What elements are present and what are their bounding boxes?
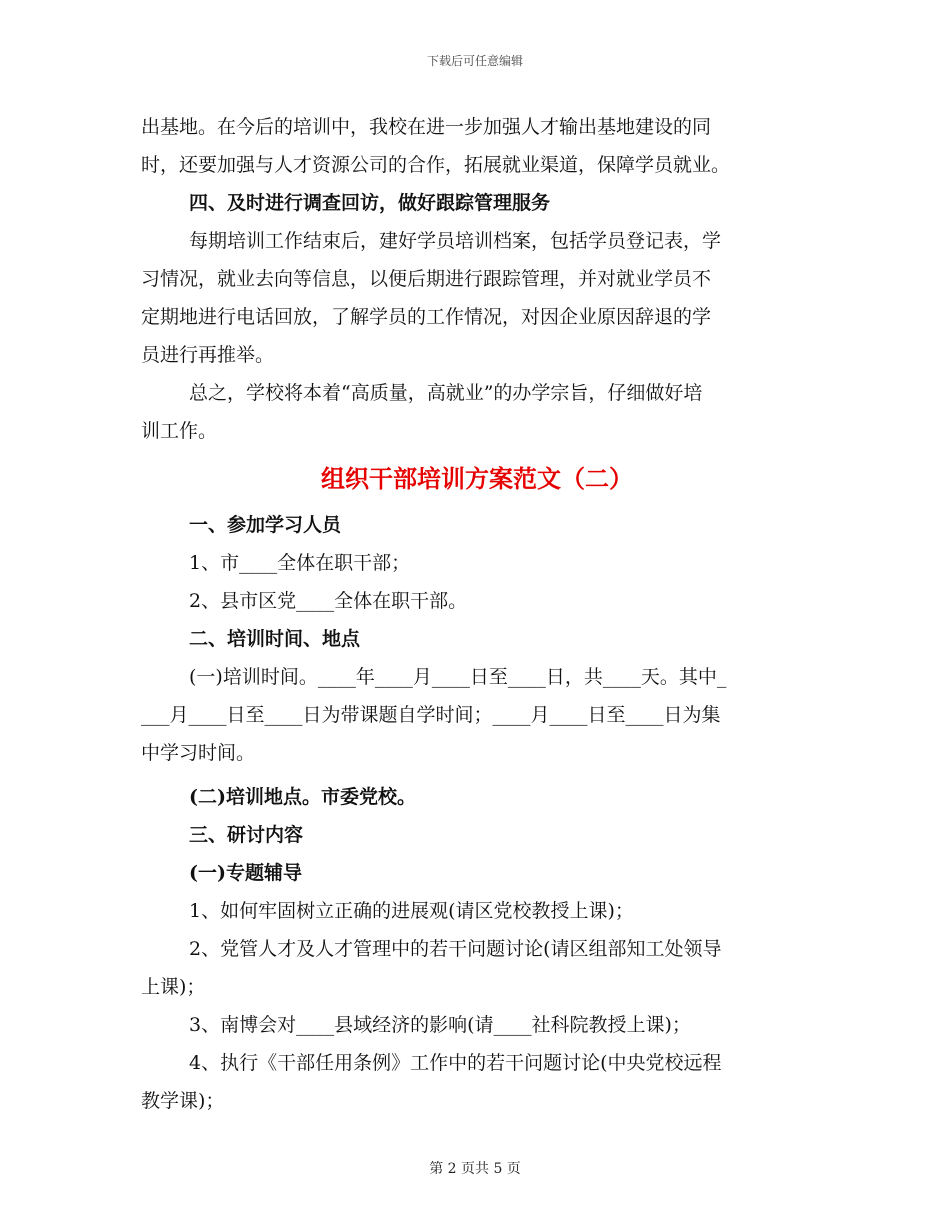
section-heading-1: 一、参加学习人员 [189, 514, 342, 536]
page-header: 下载后可任意编辑 [426, 54, 523, 68]
document-title: 组织干部培训方案范文（二） [321, 465, 633, 493]
section-heading-4: 四、及时进行调查回访，做好跟踪管理服务 [189, 192, 551, 214]
list-item-continuation: 上课)； [141, 976, 206, 998]
paragraph-line: (一)培训时间。____年____月____日至____日，共____天。其中_ [189, 666, 727, 688]
paragraph-line: 习情况，就业去向等信息，以便后期进行跟踪管理，并对就业学员不 [141, 268, 712, 290]
section-heading-3: 三、研讨内容 [189, 824, 304, 846]
list-item: 3、南博会对____县域经济的影响(请____社科院教授上课)； [189, 1014, 691, 1036]
paragraph-line: 出基地。在今后的培训中，我校在进一步加强人才输出基地建设的同 [141, 116, 712, 138]
page-footer: 第 2 页共 5 页 [429, 1161, 521, 1177]
sub-heading: (二)培训地点。市委党校。 [189, 786, 416, 808]
paragraph-line: 总之，学校将本着“高质量，高就业”的办学宗旨，仔细做好培 [189, 382, 703, 404]
paragraph-line: 训工作。 [141, 420, 218, 442]
list-item: 4、执行《干部任用条例》工作中的若干问题讨论(中央党校远程 [189, 1052, 722, 1074]
document-body [141, 108, 813, 1120]
list-item-continuation: 教学课)； [141, 1090, 225, 1112]
section-heading-2: 二、培训时间、地点 [189, 628, 361, 650]
paragraph-line: 中学习时间。 [141, 742, 256, 764]
paragraph-line: 时，还要加强与人才资源公司的合作，拓展就业渠道，保障学员就业。 [141, 154, 731, 176]
list-item: 1、如何牢固树立正确的进展观(请区党校教授上课)； [189, 900, 634, 922]
paragraph-line: 定期地进行电话回放，了解学员的工作情况，对因企业原因辞退的学 [141, 306, 712, 328]
sub-heading: (一)专题辅导 [189, 862, 302, 884]
list-item: 2、县市区党____全体在职干部。 [189, 590, 468, 612]
paragraph-line: ___月____日至____日为带课题自学时间；____月____日至____日为集 [141, 704, 721, 726]
paragraph-line: 员进行再推举。 [141, 344, 275, 366]
list-item: 1、市____全体在职干部； [189, 552, 411, 574]
list-item: 2、党管人才及人才管理中的若干问题讨论(请区组部知工处领导 [189, 938, 722, 960]
paragraph-line: 每期培训工作结束后，建好学员培训档案，包括学员登记表，学 [189, 230, 722, 252]
